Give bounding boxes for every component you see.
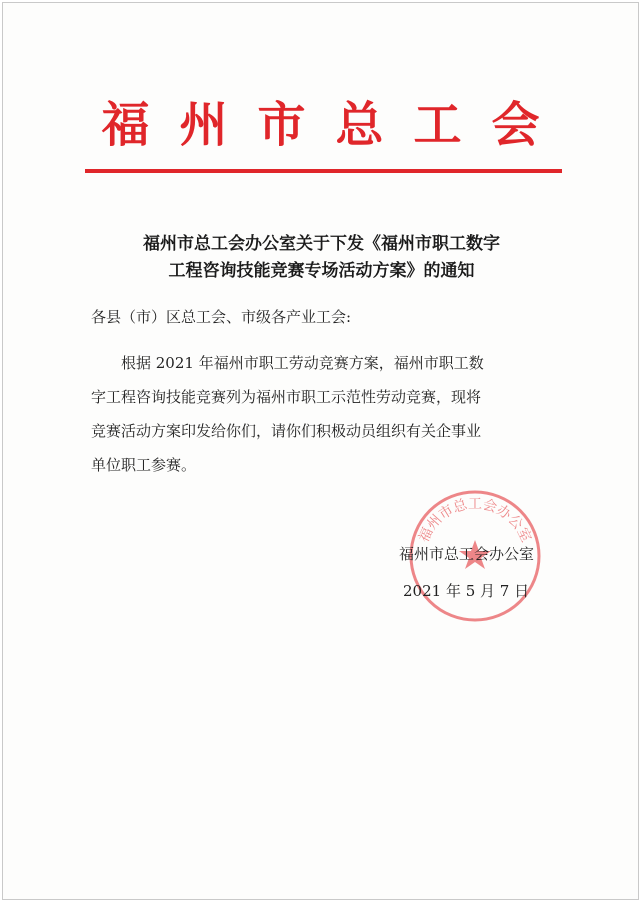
signature-date: 2021 年 5 月 7 日	[403, 582, 530, 600]
masthead-title: 福州市总工会	[101, 97, 570, 153]
body-line-4: 单位职工参赛。	[91, 456, 197, 474]
notice-body	[91, 346, 561, 482]
notice-title-line-1: 福州市总工会办公室关于下发《福州市职工数字	[143, 234, 500, 254]
document-page	[2, 2, 639, 900]
red-divider	[85, 169, 562, 173]
body-line-3: 竞赛活动方案印发给你们，请你们积极动员组织有关企事业	[91, 422, 482, 440]
body-line-2: 字工程咨询技能竞赛列为福州市职工示范性劳动竞赛，现将	[91, 388, 482, 406]
notice-title-line-2: 工程咨询技能竞赛专场活动方案》的通知	[168, 261, 475, 281]
salutation: 各县（市）区总工会、市级各产业工会:	[91, 308, 352, 326]
body-line-1: 根据 2021 年福州市职工劳动竞赛方案，福州市职工数	[121, 354, 484, 372]
seal-text: 福州市总工会办公室	[416, 496, 534, 545]
signature-org: 福州市总工会办公室	[399, 545, 535, 563]
svg-text:福州市总工会办公室	[416, 496, 534, 544]
notice-title	[63, 231, 580, 285]
